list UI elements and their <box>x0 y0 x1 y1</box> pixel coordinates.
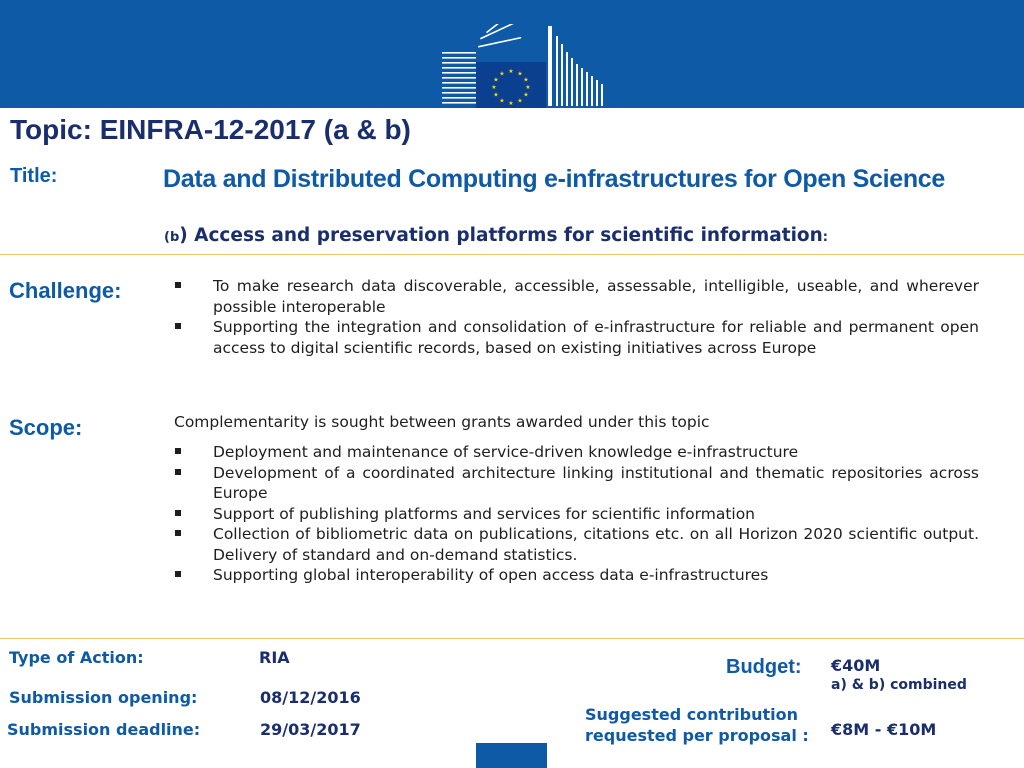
subtitle-text: ) Access and preservation platforms for scientific information <box>179 225 823 246</box>
scope-item-text: Support of publishing platforms and services for scientific information <box>213 504 756 523</box>
svg-text:★: ★ <box>517 70 523 78</box>
svg-text:★: ★ <box>525 84 531 91</box>
submission-deadline-value: 29/03/2017 <box>260 720 361 739</box>
european-commission-logo <box>440 24 610 108</box>
svg-text:★: ★ <box>508 68 514 75</box>
list-item <box>174 317 979 358</box>
scope-item-text: Supporting global interoperability of open access data e-infrastructures <box>213 566 769 584</box>
footer-divider <box>0 638 1024 639</box>
budget-value: €40M <box>831 656 881 675</box>
scope-intro: Complementarity is sought between grants awarded under this topic <box>174 413 710 431</box>
challenge-label: Challenge: <box>9 278 122 303</box>
bullet-square-icon <box>175 448 181 454</box>
svg-text:★: ★ <box>517 97 523 105</box>
svg-text:★: ★ <box>523 76 529 84</box>
bottom-flag-tab <box>476 743 547 768</box>
suggested-contribution-label-line1: Suggested contribution <box>585 705 798 724</box>
suggested-contribution-label-line2: requested per proposal : <box>585 726 809 745</box>
bullet-square-icon <box>175 323 181 329</box>
title-main: Data and Distributed Computing e-infrastructures for Open Science <box>163 165 946 193</box>
svg-text:★: ★ <box>493 76 499 84</box>
scope-item-text: Development of a coordinated architecture linking institutional and thematic repositories across Europe <box>213 463 979 502</box>
list-item <box>174 565 979 586</box>
subtitle-suffix: : <box>822 230 828 245</box>
bullet-square-icon <box>175 510 181 516</box>
budget-label: Budget: <box>726 656 802 678</box>
challenge-list <box>174 276 979 358</box>
submission-deadline-label: Submission deadline: <box>7 720 201 739</box>
bullet-square-icon <box>175 571 181 577</box>
scope-item-text: Collection of bibliometric data on publications, citations etc. on all Horizon 2020 scientific output. Delivery of standard and on-demand statistics. <box>213 525 979 564</box>
budget-note: a) & b) combined <box>831 677 967 693</box>
type-of-action-label: Type of Action: <box>9 648 144 667</box>
challenge-item-text: To make research data discoverable, accessible, assessable, intelligible, useable, and wherever possible interoperable <box>213 277 979 316</box>
challenge-item-text: Supporting the integration and consolidation of e-infrastructure for reliable and permanent open access to digital scientific records, based on existing initiatives across Europe <box>213 318 979 357</box>
svg-text:★: ★ <box>499 70 505 78</box>
bullet-square-icon <box>175 282 181 288</box>
title-subtitle <box>164 225 828 246</box>
scope-list <box>174 442 979 586</box>
header-banner <box>0 0 1024 108</box>
bullet-square-icon <box>175 469 181 475</box>
list-item <box>174 504 979 525</box>
suggested-contribution-value: €8M - €10M <box>831 720 937 739</box>
scope-item-text: Deployment and maintenance of service-driven knowledge e-infrastructure <box>213 443 799 461</box>
svg-text:★: ★ <box>499 97 505 105</box>
submission-opening-label: Submission opening: <box>9 688 198 707</box>
topic-heading: Topic: EINFRA-12-2017 (a & b) <box>10 114 411 145</box>
submission-opening-value: 08/12/2016 <box>260 688 361 707</box>
svg-text:★: ★ <box>508 100 514 107</box>
list-item <box>174 463 979 504</box>
building-lines-right <box>548 26 603 106</box>
subtitle-prefix: (b <box>164 230 180 245</box>
svg-text:★: ★ <box>493 91 499 99</box>
title-label: Title: <box>10 165 58 187</box>
svg-text:★: ★ <box>523 91 529 99</box>
svg-text:★: ★ <box>491 84 497 91</box>
section-divider <box>0 254 1024 255</box>
list-item <box>174 442 979 463</box>
type-of-action-value: RIA <box>259 648 290 667</box>
list-item <box>174 276 979 317</box>
bullet-square-icon <box>175 530 181 536</box>
list-item <box>174 524 979 565</box>
scope-label: Scope: <box>9 415 83 440</box>
